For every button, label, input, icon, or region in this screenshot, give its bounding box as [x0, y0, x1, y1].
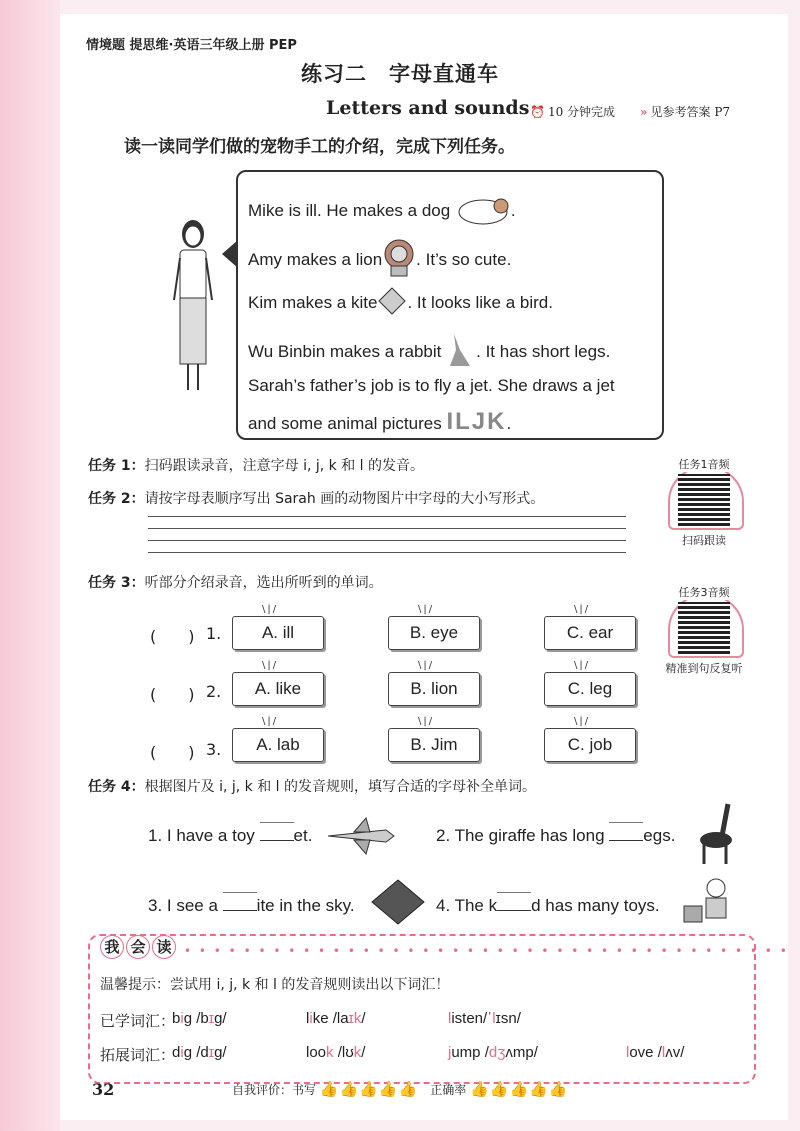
option-c[interactable]: C. job	[544, 728, 636, 762]
sound-icon: \|/	[418, 660, 435, 671]
sound-icon: \|/	[262, 660, 279, 671]
sound-icon: \|/	[574, 604, 591, 615]
qr-code-icon	[678, 602, 730, 654]
page-edge	[0, 0, 60, 1131]
learned-label: 已学词汇：	[100, 1013, 176, 1030]
timer-note	[530, 103, 615, 120]
jet-icon	[326, 816, 396, 856]
giraffe-icon	[696, 800, 744, 866]
thumbs-up-icon[interactable]: 👍👍👍👍👍	[470, 1080, 569, 1098]
sound-icon: \|/	[418, 716, 435, 727]
sound-icon: \|/	[574, 660, 591, 671]
task-4: 任务 4：根据图片及 i, j, k 和 l 的发音规则，填写合适的字母补全单词。	[88, 779, 537, 795]
word-item: look /lʊk/	[306, 1044, 366, 1061]
option-a[interactable]: A. like	[232, 672, 324, 706]
answer-blank[interactable]: ( )	[150, 743, 195, 762]
qr-caption: 精准到句反复听	[665, 662, 743, 675]
writing-line	[148, 540, 626, 541]
page-title: 练习二 字母直通车	[301, 62, 499, 86]
extend-label: 拓展词汇：	[100, 1047, 176, 1064]
bubble-line-2: Amy makes a lion . It’s so cute.	[248, 238, 511, 283]
option-b[interactable]: B. lion	[388, 672, 480, 706]
fill-blank[interactable]	[497, 896, 531, 911]
fill-blank[interactable]	[609, 826, 643, 841]
kite-icon	[370, 878, 426, 926]
task-2: 任务 2：请按字母表顺序写出 Sarah 画的动物图片中字母的大小写形式。	[88, 491, 545, 507]
qr-code-icon	[678, 474, 730, 526]
task-1: 任务 1：扫码跟读录音，注意字母 i, j, k 和 l 的发音。	[88, 458, 425, 474]
kite-craft-icon	[377, 286, 407, 321]
reading-title: 我 会 读	[100, 935, 178, 959]
teacher-illustration	[168, 218, 218, 398]
answer-ref-text: 见参考答案 P7	[650, 105, 731, 119]
option-a[interactable]: A. lab	[232, 728, 324, 762]
word-item: love /lʌv/	[626, 1044, 685, 1061]
clock-icon: ⏰	[530, 105, 545, 119]
dog-craft-icon	[455, 192, 511, 231]
word-item: big /bɪg/	[172, 1010, 227, 1027]
qr-label: 任务3音频	[664, 584, 744, 600]
animal-letters: ILJK	[446, 408, 507, 435]
self-evaluation: 自我评价：书写 👍👍👍👍👍 正确率 👍👍👍👍👍	[232, 1080, 569, 1098]
word-item: like /laɪk/	[306, 1010, 366, 1027]
question-number: 1.	[206, 624, 222, 643]
answer-blank[interactable]: ( )	[150, 627, 195, 646]
sound-icon: \|/	[262, 716, 279, 727]
qr-caption: 扫码跟读	[682, 534, 726, 547]
rabbit-craft-icon	[446, 332, 476, 373]
series-header: 情境题 提思维·英语三年级上册 PEP	[86, 38, 297, 53]
bubble-line-4: Wu Binbin makes a rabbit . It has short legs.	[248, 332, 610, 373]
writing-line	[148, 528, 626, 529]
fill-question-3: 3. I see a ite in the sky.	[148, 896, 355, 915]
option-b[interactable]: B. eye	[388, 616, 480, 650]
word-item: dig /dɪg/	[172, 1044, 227, 1061]
fill-question-4: 4. The k d has many toys.	[436, 896, 660, 915]
bubble-line-5: Sarah’s father’s job is to fly a jet. She draws a jet	[248, 376, 615, 395]
timer-text: 10 分钟完成	[547, 105, 616, 119]
question-number: 3.	[206, 740, 222, 759]
word-item: jump /dʒʌmp/	[448, 1044, 538, 1061]
option-b[interactable]: B. Jim	[388, 728, 480, 762]
reading-tip: 温馨提示：尝试用 i, j, k 和 l 的发音规则读出以下词汇！	[100, 977, 450, 993]
page-subtitle: Letters and sounds	[326, 97, 530, 119]
answer-blank[interactable]: ( )	[150, 685, 195, 704]
sound-icon: \|/	[574, 716, 591, 727]
qr-code-task3[interactable]	[664, 584, 744, 684]
bubble-line-1: Mike is ill. He makes a dog .	[248, 192, 516, 231]
lion-craft-icon	[382, 238, 416, 283]
fill-blank[interactable]	[260, 826, 294, 841]
sound-icon: \|/	[262, 604, 279, 615]
qr-label: 任务1音频	[664, 456, 744, 472]
qr-code-task1[interactable]	[664, 456, 744, 556]
bubble-line-6: and some animal pictures ILJK.	[248, 408, 512, 435]
writing-line	[148, 516, 626, 517]
bubble-line-3: Kim makes a kite . It looks like a bird.	[248, 286, 553, 321]
kid-with-toys-icon	[680, 876, 740, 926]
question-number: 2.	[206, 682, 222, 701]
fill-question-1: 1. I have a toy et.	[148, 826, 313, 845]
fill-blank[interactable]	[223, 896, 257, 911]
option-a[interactable]: A. ill	[232, 616, 324, 650]
thumbs-up-icon[interactable]: 👍👍👍👍👍	[319, 1080, 419, 1098]
fill-question-2: 2. The giraffe has long egs.	[436, 826, 676, 845]
page-number: 32	[92, 1080, 115, 1099]
writing-line	[148, 552, 626, 553]
speech-bubble	[236, 170, 664, 440]
option-c[interactable]: C. leg	[544, 672, 636, 706]
double-chevron-icon: »	[640, 105, 648, 119]
task-3: 任务 3：听部分介绍录音，选出所听到的单词。	[88, 575, 383, 591]
answer-reference	[640, 103, 730, 120]
sound-icon: \|/	[418, 604, 435, 615]
instruction: 读一读同学们做的宠物手工的介绍，完成下列任务。	[124, 137, 515, 157]
option-c[interactable]: C. ear	[544, 616, 636, 650]
decorative-dots: • • • • • • • • • • • • • • • • • • • • • • • • • • • • • • • • • • • • • • • • •	[184, 944, 789, 958]
word-item: listen/ˈlɪsn/	[448, 1010, 521, 1027]
